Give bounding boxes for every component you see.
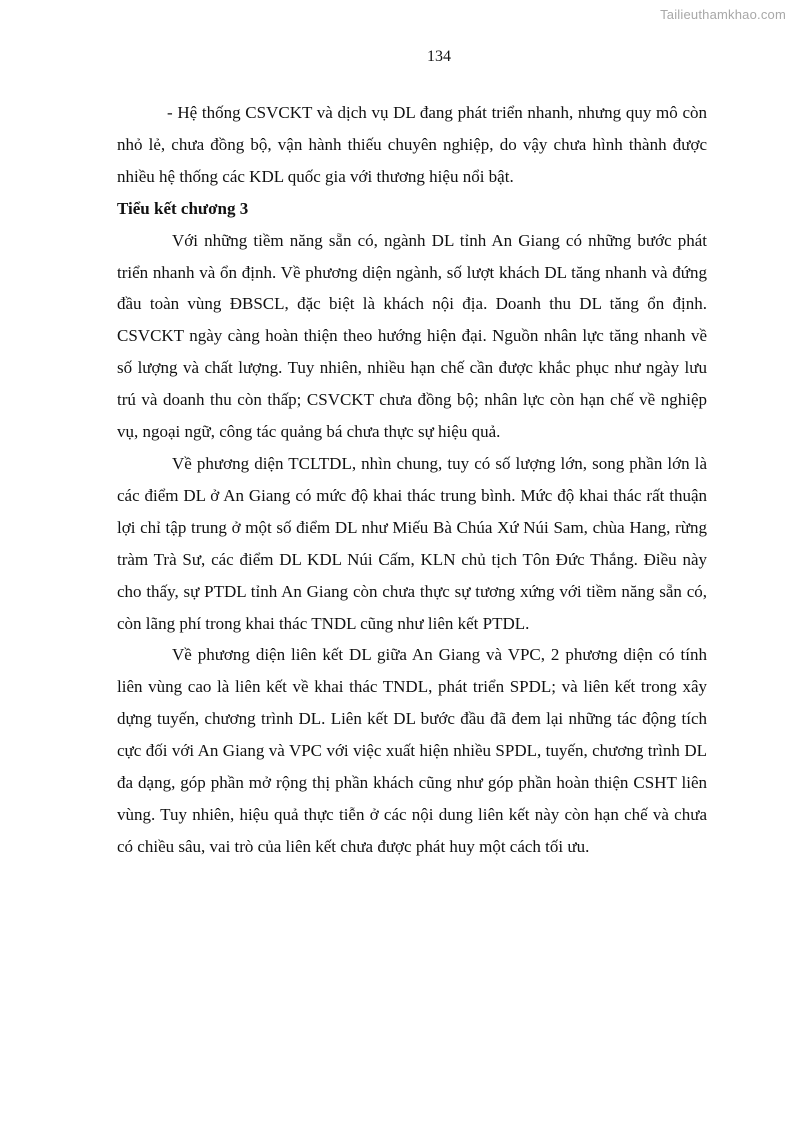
page-number: 134 bbox=[427, 48, 451, 65]
paragraph-system-overview: - Hệ thống CSVCKT và dịch vụ DL đang phát triển nhanh, nhưng quy mô còn nhỏ lẻ, chưa đồng bộ, vận hành thiếu chuyên nghiệp, do vậy chưa hình thành được nhiều hệ thống các KDL quốc gia với thương hiệu nổi bật. bbox=[117, 103, 707, 186]
paragraph-industry-aspect: Với những tiềm năng sẵn có, ngành DL tỉnh An Giang có những bước phát triển nhanh và ổn định. Về phương diện ngành, số lượt khách DL tăng nhanh và đứng đầu toàn vùng ĐBSCL, đặc biệt là khách nội địa. Doanh thu DL tăng ổn định. CSVCKT ngày càng hoàn thiện theo hướng hiện đại. Nguồn nhân lực tăng nhanh về số lượng và chất lượng. Tuy nhiên, nhiều hạn chế cần được khắc phục như ngày lưu trú và doanh thu còn thấp; CSVCKT chưa đồng bộ; nhân lực còn hạn chế về nghiệp vụ, ngoại ngữ, công tác quảng bá chưa thực sự hiệu quả. bbox=[117, 230, 707, 442]
paragraph-regional-linkage: Về phương diện liên kết DL giữa An Giang và VPC, 2 phương diện có tính liên vùng cao là liên kết về khai thác TNDL, phát triển SPDL; và liên kết trong xây dựng tuyến, chương trình DL. Liên kết DL bước đầu đã đem lại những tác động tích cực đối với An Giang và VPC với việc xuất hiện nhiều SPDL, tuyến, chương trình DL đa dạng, góp phần mở rộng thị phần khách cũng như góp phần hoàn thiện CSHT liên vùng. Tuy nhiên, hiệu quả thực tiễn ở các nội dung liên kết này còn hạn chế và chưa có chiều sâu, vai trò của liên kết chưa được phát huy một cách tối ưu. bbox=[117, 645, 707, 856]
section-heading: Tiểu kết chương 3 bbox=[117, 198, 249, 218]
watermark-text: Tailieuthamkhao.com bbox=[660, 7, 786, 22]
document-body bbox=[117, 97, 707, 863]
paragraph-tourism-resources: Về phương diện TCLTDL, nhìn chung, tuy có số lượng lớn, song phần lớn là các điểm DL ở An Giang có mức độ khai thác trung bình. Mức độ khai thác rất thuận lợi chỉ tập trung ở một số điểm DL như Miếu Bà Chúa Xứ Núi Sam, chùa Hang, rừng tràm Trà Sư, các điểm DL KDL Núi Cấm, KLN chủ tịch Tôn Đức Thắng. Điều này cho thấy, sự PTDL tỉnh An Giang còn chưa thực sự tương xứng với tiềm năng sẵn có, còn lãng phí trong khai thác TNDL cũng như liên kết PTDL. bbox=[117, 453, 707, 633]
